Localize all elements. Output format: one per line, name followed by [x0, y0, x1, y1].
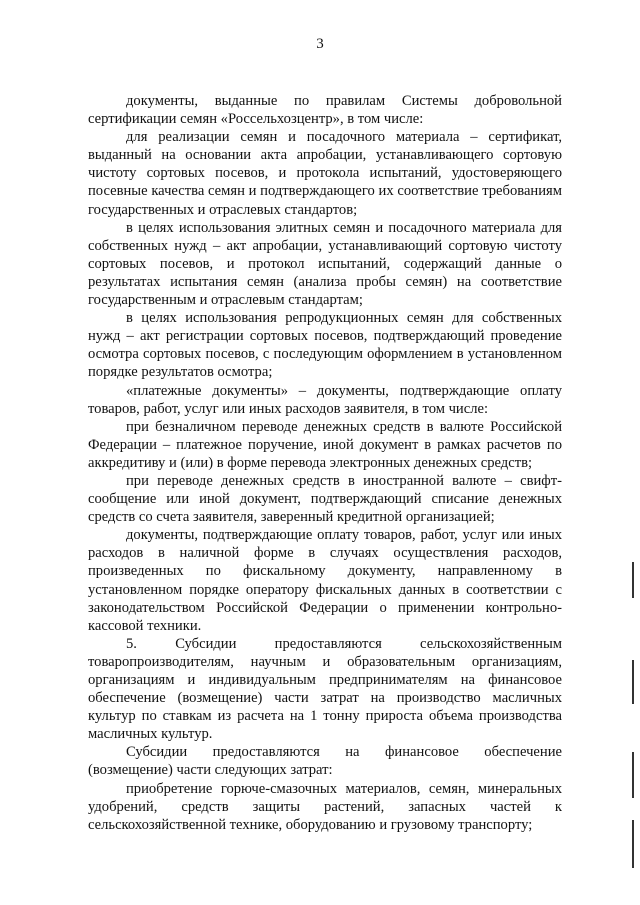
scan-margin-mark	[632, 660, 634, 704]
paragraph-seed-certificate: для реализации семян и посадочного материала – сертификат, выданный на основании акта апробации, устанавливающего сортовую чистоту сортовых посевов, и протокола испытаний, удостоверяющего посевные качества семян и подтверждающего их соответствие требованиям государственных и отраслевых стандартов;	[88, 129, 562, 218]
paragraph-certification-documents: документы, выданные по правилам Системы добровольной сертификации семян «Россельхозцентр», в том числе:	[88, 93, 562, 128]
paragraph-reproduction-seeds: в целях использования репродукционных семян для собственных нужд – акт регистрации сортовых посевов, подтверждающий проведение осмотра сортовых посевов, с последующим оформлением в установленном порядке результатов осмотра;	[88, 310, 562, 381]
paragraph-section-5: 5. Субсидии предоставляются сельскохозяйственным товаропроизводителям, научным и образовательным организациям, организациям и индивидуальным предпринимателям на финансовое обеспечение (возмещение) части затрат на производство масличных культур по ставкам из расчета на 1 тонну прироста объема производства масличных культур.	[88, 635, 562, 743]
paragraph-elite-seeds: в целях использования элитных семян и посадочного материала для собственных нужд – акт апробации, устанавливающий сортовую чистоту сортовых посевов, и протокол испытаний, содержащий данные о результатах испытания семян (анализа пробы семян) на соответствие государственным и отраслевым стандартам;	[88, 219, 562, 309]
document-body	[88, 92, 562, 834]
paragraph-noncash-transfer: при безналичном переводе денежных средств в валюте Российской Федерации – платежное поручение, иной документ в рамках расчетов по аккредитиву и (или) в форме перевода электронных денежных средств;	[88, 418, 562, 471]
paragraph-purchase-list: приобретение горюче-смазочных материалов, семян, минеральных удобрений, средств защиты растений, запасных частей к сельскохозяйственной технике, оборудованию и грузовому транспорту;	[88, 780, 562, 833]
paragraph-cash-payment: документы, подтверждающие оплату товаров, работ, услуг или иных расходов в наличной форме в случаях осуществления расходов, произведенных по фискальному документу, направленному в установленном порядке оператору фискальных данных в соответствии с законодательством Российской Федерации о применении контрольно-кассовой техники.	[88, 527, 562, 634]
scan-margin-mark	[632, 752, 634, 798]
scan-margin-mark	[632, 820, 634, 868]
page-number: 3	[316, 36, 324, 52]
scan-margin-mark	[632, 562, 634, 598]
paragraph-payment-documents: «платежные документы» – документы, подтверждающие оплату товаров, работ, услуг или иных расходов заявителя, в том числе:	[88, 382, 562, 417]
paragraph-subsidy-costs: Субсидии предоставляются на финансовое обеспечение (возмещение) части следующих затрат:	[88, 744, 562, 779]
paragraph-foreign-currency: при переводе денежных средств в иностранной валюте – свифт-сообщение или иной документ, подтверждающий списание денежных средств со счета заявителя, заверенный кредитной организацией;	[88, 472, 562, 526]
